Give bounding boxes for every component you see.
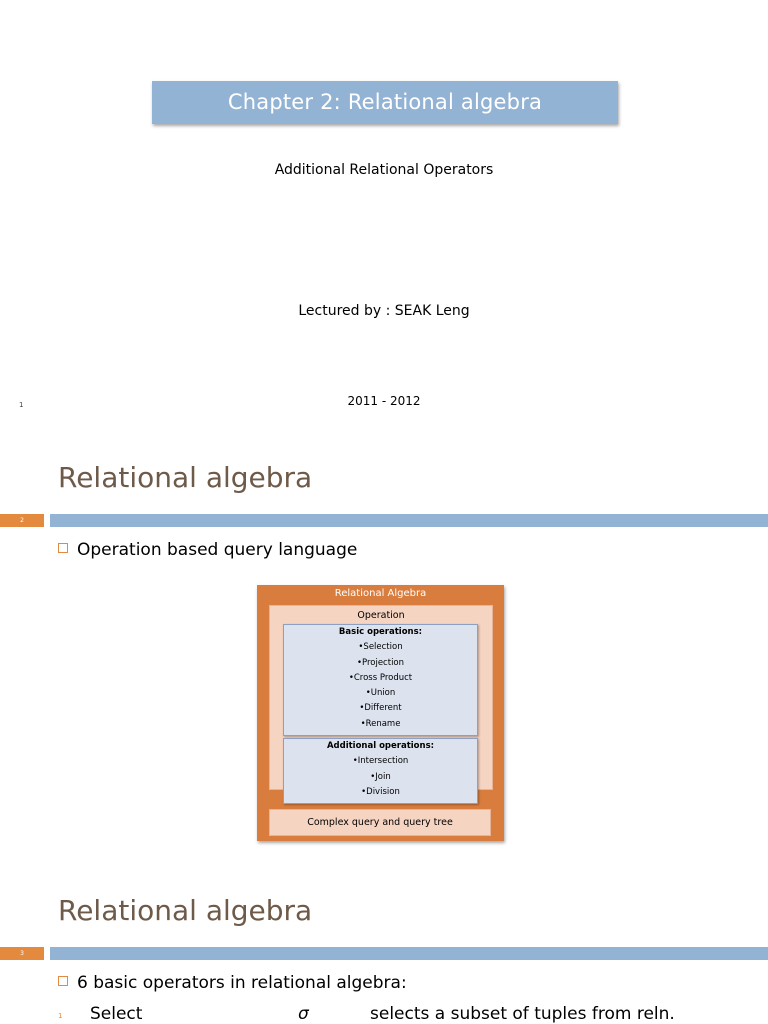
operator-list-item xyxy=(0,1004,768,1024)
diagram-operation-panel xyxy=(269,605,493,797)
operator-name: Select xyxy=(90,1004,143,1024)
slide2-header-band xyxy=(0,514,768,527)
additional-operations-box xyxy=(283,738,478,804)
basic-operation-item: •Projection xyxy=(356,657,405,668)
basic-operations-heading: Basic operations: xyxy=(338,627,423,637)
additional-operation-item: •Division xyxy=(361,786,400,797)
basic-operation-item: •Different xyxy=(359,703,402,714)
additional-operation-item: •Join xyxy=(370,771,391,782)
slide3-header-band xyxy=(0,947,768,960)
basic-operation-item: •Selection xyxy=(358,642,403,653)
slide3-bullet xyxy=(58,973,407,993)
operator-item-number: 1 xyxy=(58,1012,63,1020)
basic-operation-item: •Cross Product xyxy=(348,672,413,683)
square-bullet-icon xyxy=(58,543,68,553)
slide1-year: 2011 - 2012 xyxy=(347,394,421,408)
diagram-operation-label: Operation xyxy=(357,610,405,621)
slide1-page-number: 1 xyxy=(19,401,24,409)
slide1-title: Chapter 2: Relational algebra xyxy=(227,90,543,114)
slide2-bullet xyxy=(58,540,357,560)
slide2-bullet-text: Operation based query language xyxy=(77,540,358,560)
diagram-title: Relational Algebra xyxy=(334,588,427,599)
slide1-subtitle: Additional Relational Operators xyxy=(274,162,494,178)
relational-algebra-diagram xyxy=(257,585,504,841)
operator-symbol: σ xyxy=(298,1004,309,1024)
slide1-lecturer: Lectured by : SEAK Leng xyxy=(298,303,470,319)
basic-operation-item: •Rename xyxy=(360,718,401,729)
slide2-page-number: 2 xyxy=(0,514,44,527)
slide3-page-number: 3 xyxy=(0,947,44,960)
slide1-title-box xyxy=(152,81,618,124)
slide2-title: Relational algebra xyxy=(58,461,313,494)
basic-operation-item: •Union xyxy=(365,688,396,699)
complex-query-box: Complex query and query tree xyxy=(269,809,491,836)
basic-operations-box xyxy=(283,624,478,736)
additional-operation-item: •Intersection xyxy=(352,756,409,767)
slide3-bullet-text: 6 basic operators in relational algebra: xyxy=(77,973,407,993)
square-bullet-icon xyxy=(58,976,68,986)
operator-description: selects a subset of tuples from reln. xyxy=(370,1004,675,1024)
additional-operations-heading: Additional operations: xyxy=(326,741,435,751)
slide3-title: Relational algebra xyxy=(58,894,313,927)
